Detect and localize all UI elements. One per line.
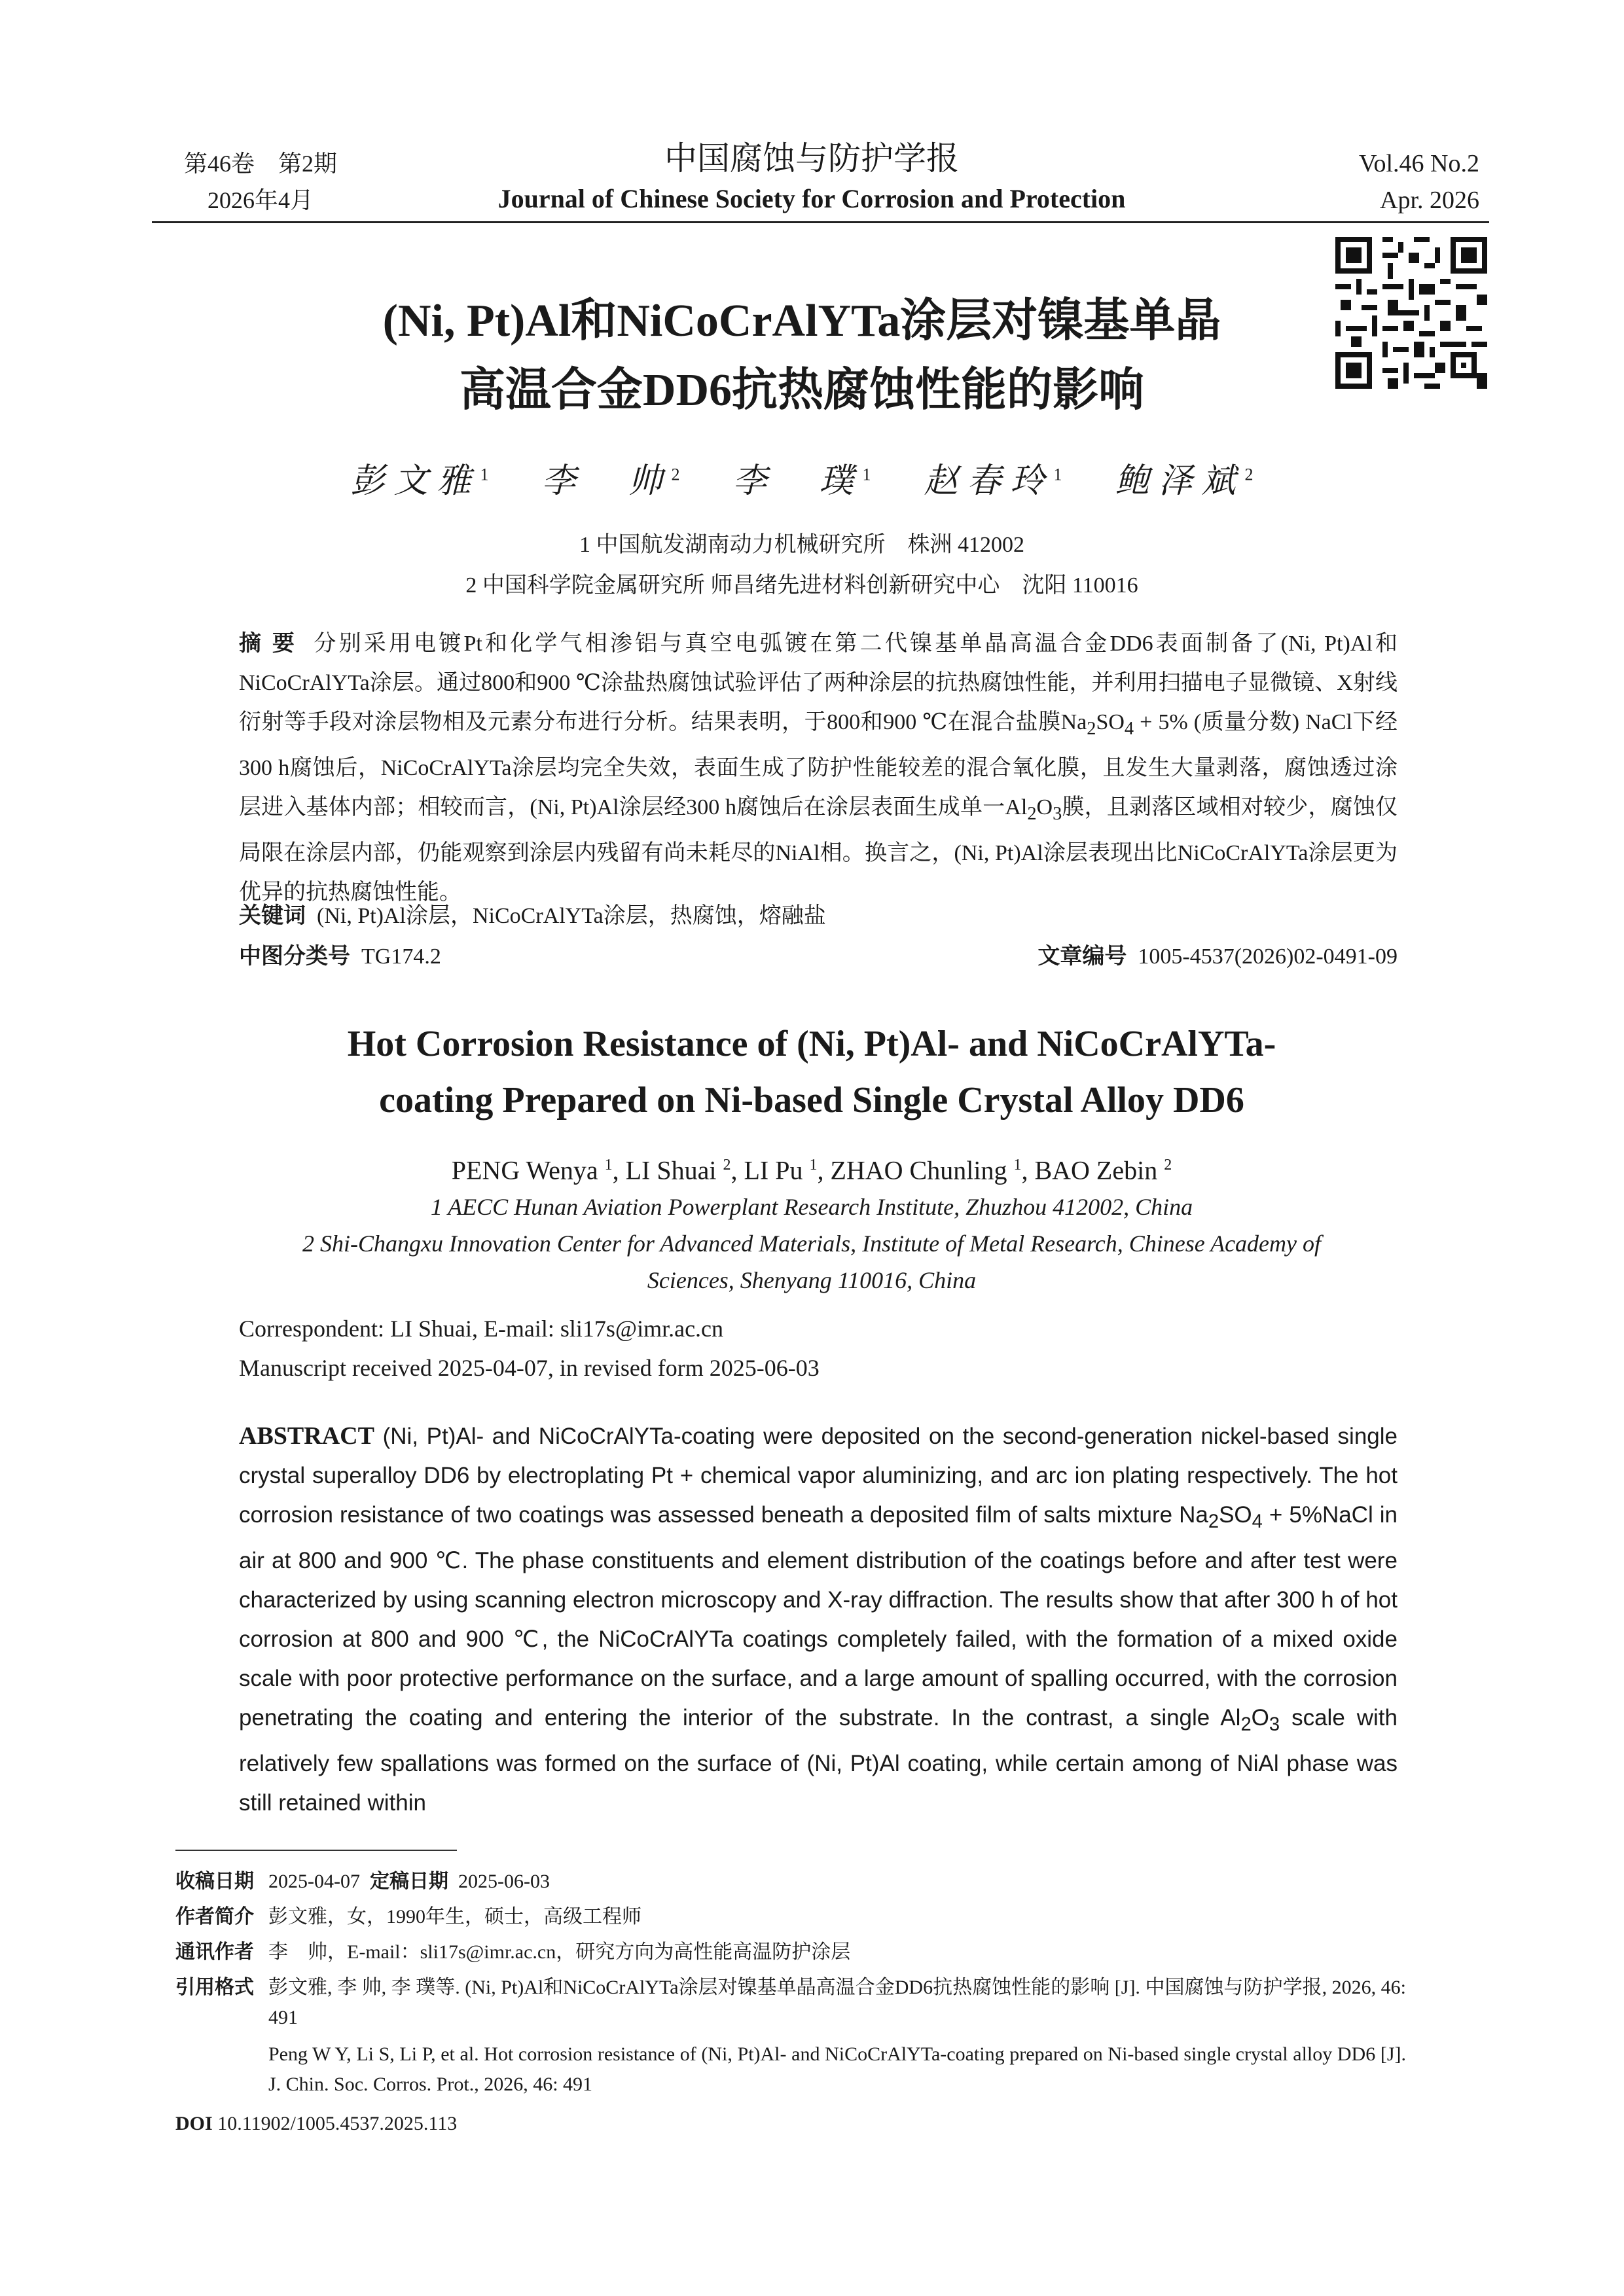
article-number-label: 文章编号: [1038, 944, 1127, 969]
cite-label: 引用格式: [175, 1977, 254, 1998]
header-left: [175, 145, 346, 219]
author-cn: 李 璞: [732, 463, 863, 500]
affiliation-en-1: 1 AECC Hunan Aviation Powerplant Research Institute, Zhuzhou 412002, China: [430, 1194, 1193, 1220]
affiliation-cn-1: 1 中国航发湖南动力机械研究所 株洲 412002: [579, 533, 1024, 557]
volume-en: Vol.46 No.2: [1358, 150, 1479, 177]
author-en: PENG Wenya: [451, 1155, 598, 1185]
manuscript-dates: Manuscript received 2025-04-07, in revised form 2025-06-03: [239, 1355, 820, 1381]
title-en-line-1: Hot Corrosion Resistance of (Ni, Pt)Al- and NiCoCrAlYTa-: [347, 1024, 1276, 1064]
author-sup: 1: [604, 1157, 613, 1174]
corresponding-label: 通讯作者: [175, 1941, 254, 1963]
date-cn: 2026年4月: [207, 187, 314, 213]
subscript: 3: [1053, 803, 1062, 824]
header-right: [1309, 145, 1479, 219]
author-sup: 2: [671, 465, 680, 484]
correspondent: Correspondent: LI Shuai, E-mail: sli17s@imr.ac.cn: [239, 1316, 724, 1342]
footnote-author: [175, 1902, 1406, 1932]
subscript: 4: [1252, 1511, 1263, 1532]
subscript: 2: [1027, 803, 1037, 824]
footnote-rule: [175, 1850, 457, 1851]
abstract-cn-text: + 5% (质量分数) NaCl下经300 h腐蚀后，NiCoCrAlYTa涂层均完全失效，表面生成了防护性能较差的混合氧化膜，且发生大量剥落，腐蚀透过涂层进入基体内部；相较而言，(Ni, Pt)Al涂层经300 h腐蚀后在涂层表面生成单一Al: [239, 710, 1398, 819]
author-en: ZHAO Chunling: [830, 1155, 1007, 1185]
author-cn: 鲍泽斌: [1115, 463, 1245, 500]
article-number: [1038, 937, 1398, 977]
title-cn: [196, 287, 1407, 425]
abstract-en-text: (Ni, Pt)Al- and NiCoCrAlYTa-coating were deposited on the second-generation nickel-based single crystal superalloy DD6 by electroplating Pt + chemical vapor aluminizing, and arc ion plating respectively. The hot corrosion resistance of two coatings was assessed beneath a deposited film of salts mixture Na: [239, 1424, 1398, 1528]
subscript: 2: [1087, 718, 1096, 739]
subscript: 3: [1269, 1714, 1280, 1735]
title-cn-line-1: (Ni, Pt)Al和NiCoCrAlYTa涂层对镍基单晶: [382, 296, 1221, 346]
author-sup: 1: [480, 465, 489, 484]
keywords-cn-label: 关键词: [239, 904, 306, 928]
author-bio-label: 作者简介: [175, 1906, 254, 1928]
subscript: 4: [1124, 718, 1134, 739]
keywords-cn: [239, 897, 1398, 936]
abstract-en: [239, 1416, 1398, 1823]
author-en: LI Shuai: [625, 1155, 717, 1185]
abstract-cn-text: SO: [1096, 710, 1125, 734]
final-value: 2025-06-03: [458, 1871, 550, 1892]
author-en: BAO Zebin: [1034, 1155, 1158, 1185]
keywords-cn-value: (Ni, Pt)Al涂层，NiCoCrAlYTa涂层，热腐蚀，熔融盐: [317, 904, 826, 928]
header-rule: [152, 221, 1489, 223]
abstract-cn-text: O: [1036, 795, 1053, 819]
abstract-en-text: SO: [1219, 1502, 1252, 1528]
author-cn: 彭文雅: [350, 463, 480, 500]
journal-name-en: Journal of Chinese Society for Corrosion and Protection: [497, 184, 1126, 213]
author-sup: 2: [723, 1157, 731, 1174]
author-en: LI Pu: [744, 1155, 803, 1185]
doi-value: 10.11902/1005.4537.2025.113: [217, 2113, 458, 2134]
title-en-line-2: coating Prepared on Ni-based Single Crystal Alloy DD6: [379, 1080, 1244, 1121]
author-sup: 1: [862, 465, 871, 484]
abstract-cn-text: 分别采用电镀Pt和化学气相渗铝与真空电弧镀在第二代镍基单晶高温合金DD6表面制备了(Ni, Pt)Al和NiCoCrAlYTa涂层。通过800和900 ℃涂盐热腐蚀试验评估了两种涂层的抗热腐蚀性能，并利用扫描电子显微镜、X射线衍射等手段对涂层物相及元素分布进行分析。结果表明，于800和900 ℃在混合盐膜Na: [239, 632, 1398, 734]
author-sup: 1: [1053, 465, 1062, 484]
corresponding-value: 李 帅，E-mail：sli17s@imr.ac.cn，研究方向为高性能高温防护涂层: [268, 1941, 851, 1963]
abstract-cn: [239, 624, 1398, 912]
abstract-en-text: scale with relatively few spallations was formed on the surface of (Ni, Pt)Al coating, while certain among of NiAl phase was still retained within: [239, 1705, 1398, 1816]
author-sup: 2: [1164, 1157, 1172, 1174]
journal-name-cn: 中国腐蚀与防护学报: [664, 140, 959, 177]
author-sup: 1: [1013, 1157, 1022, 1174]
author-cn: 赵春玲: [924, 463, 1054, 500]
affiliation-cn-2: 2 中国科学院金属研究所 师昌绪先进材料创新研究中心 沈阳 110016: [465, 573, 1138, 598]
classification-label: 中图分类号: [239, 944, 350, 969]
footnote-doi: [175, 2109, 1406, 2139]
subscript: 2: [1208, 1511, 1219, 1532]
abstract-cn-text: 膜，且剥落区域相对较少，腐蚀仅局限在涂层内部，仍能观察到涂层内残留有尚未耗尽的NiAl相。换言之，(Ni, Pt)Al涂层表现出比NiCoCrAlYTa涂层更为优异的抗热腐蚀性能。: [239, 795, 1398, 905]
affiliations-en: [223, 1189, 1401, 1299]
authors-cn: [262, 453, 1342, 502]
footnote-corresponding: [175, 1937, 1406, 1967]
received-label: 收稿日期: [175, 1871, 254, 1892]
cite-cn: 彭文雅, 李 帅, 李 璞等. (Ni, Pt)Al和NiCoCrAlYTa涂层对镍基单晶高温合金DD6抗热腐蚀性能的影响 [J]. 中国腐蚀与防护学报, 2026, 46: 491: [268, 1977, 1406, 2028]
abstract-en-text: + 5%NaCl in air at 800 and 900 ℃. The phase constituents and element distribution of the coatings before and after test were characterized by using scanning electron microscopy and X-ray diffraction. The results show that after 300 h of hot corrosion at 800 and 900 ℃, the NiCoCrAlYTa coatings completely failed, with the formation of a mixed oxide scale with poor protective performance on the surface, and a large amount of spalling occurred, with the corrosion penetrating the coating and entering the interior of the substrate. In the contrast, a single Al: [239, 1502, 1398, 1731]
final-label: 定稿日期: [369, 1871, 448, 1892]
author-sup: 1: [809, 1157, 818, 1174]
header-center: [419, 136, 1204, 217]
author-sup: 2: [1244, 465, 1254, 484]
author-bio-value: 彭文雅，女，1990年生，硕士，高级工程师: [268, 1906, 641, 1928]
title-en: [164, 1016, 1460, 1128]
footnote-received: [175, 1867, 1406, 1897]
cite-en: Peng W Y, Li S, Li P, et al. Hot corrosion resistance of (Ni, Pt)Al- and NiCoCrAlYTa-coating prepared on Ni-based single crystal alloy DD6 [J]. J. Chin. Soc. Corros. Prot., 2026, 46: 491: [268, 2043, 1406, 2095]
affiliation-en-3: Sciences, Shenyang 110016, China: [647, 1267, 977, 1293]
abstract-en-text: O: [1251, 1705, 1269, 1731]
article-number-value: 1005-4537(2026)02-0491-09: [1138, 944, 1398, 969]
volume-cn: 第46卷 第2期: [183, 151, 337, 177]
abstract-en-label: ABSTRACT: [239, 1422, 374, 1450]
doi-label: DOI: [175, 2113, 213, 2134]
subscript: 2: [1240, 1714, 1252, 1735]
classification-row: [239, 937, 1398, 977]
date-en: Apr. 2026: [1380, 187, 1479, 214]
received-value: 2025-04-07: [268, 1871, 360, 1892]
title-cn-line-2: 高温合金DD6抗热腐蚀性能的影响: [459, 365, 1145, 416]
authors-en: PENG Wenya $^1$, LI Shuai $^2$, LI Pu $^1$, ZHAO Chunling $^1$, BAO Zebin $^2$: [451, 1155, 1172, 1185]
classification-value: TG174.2: [361, 944, 441, 969]
abstract-cn-label: 摘 要: [239, 632, 298, 656]
author-cn: 李 帅: [541, 463, 672, 500]
affiliation-en-2: 2 Shi-Changxu Innovation Center for Advanced Materials, Institute of Metal Research, Chinese Academy of: [302, 1230, 1322, 1257]
